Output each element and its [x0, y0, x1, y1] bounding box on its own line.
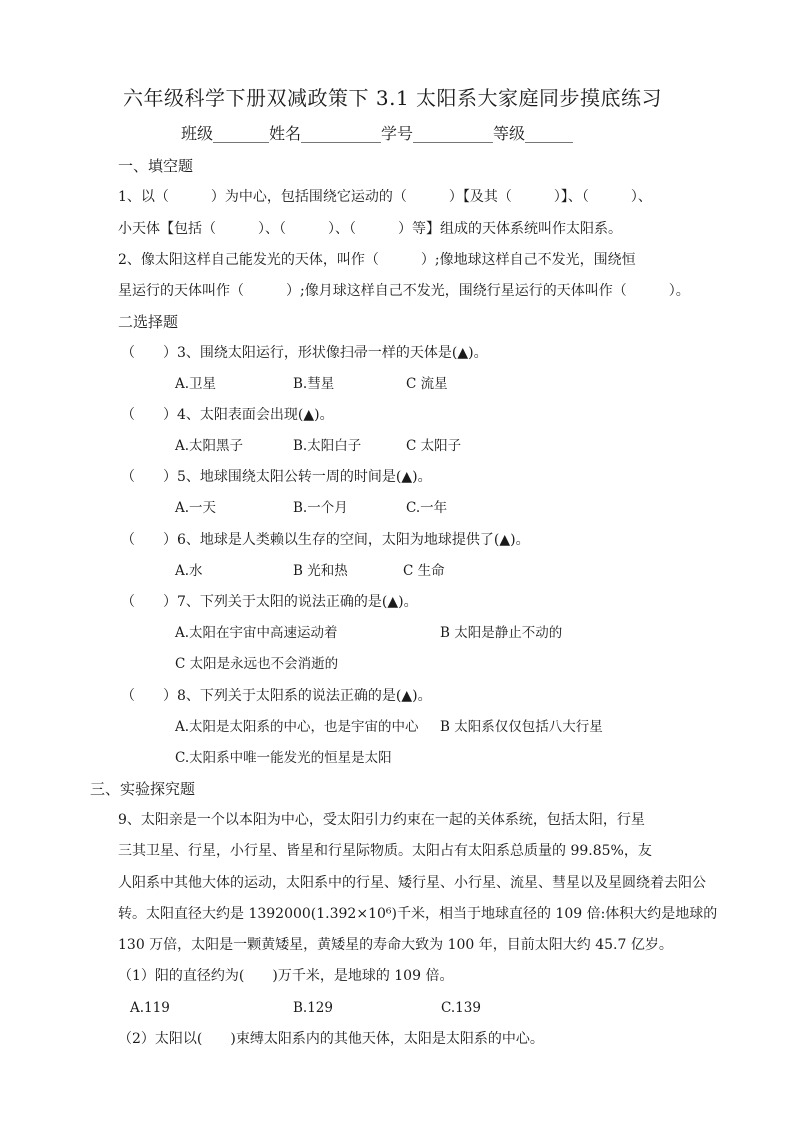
q6-option-c: C 生命 — [403, 563, 445, 579]
q3-option-a: A.卫星 — [175, 376, 217, 392]
section3-heading: 三、实验探究题 — [90, 780, 196, 798]
q7-option-a: A.太阳在宇宙中高速运动着 — [175, 625, 338, 641]
q8-option-b: B 太阳系仅仅包括八大行星 — [440, 719, 603, 735]
passage-line-2: 三其卫星、行星，小行星、皆星和行星际物质。太阳占有太阳系总质量的 99.85%，友 — [118, 843, 652, 859]
q4-option-c: C 太阳子 — [406, 438, 462, 454]
sub1-option-b: B.129 — [293, 1000, 333, 1016]
q6-stem: （ ）6、地球是人类赖以生存的空间，太阳为地球提供了(▲)。 — [121, 532, 530, 548]
sub1-option-a: A.119 — [130, 1000, 170, 1016]
q4-option-a: A.太阳黑子 — [175, 438, 244, 454]
sub-question-2: （2）太阳以( )束缚太阳系内的其他天体，太阳是太阳系的中心。 — [118, 1031, 544, 1047]
q1-line1: 1、以（ ）为中心，包括围绕它运动的（ ）【及其（ ）】、（ ）、 — [118, 189, 652, 205]
q5-option-b: B.一个月 — [293, 500, 348, 516]
q2-line1: 2、像太阳这样自己能发光的天体，叫作（ ）;像地球这样自己不发光，围绕恒 — [118, 252, 636, 268]
q6-option-b: B 光和热 — [293, 563, 348, 579]
q5-stem: （ ）5、地球围绕太阳公转一周的时间是(▲)。 — [121, 469, 432, 485]
q8-option-a: A.太阳是太阳系的中心，也是宇宙的中心 — [175, 719, 419, 735]
q7-stem: （ ）7、下列关于太阳的说法正确的是(▲)。 — [121, 594, 418, 610]
passage-line-5: 130 万倍，太阳是一颗黄矮星，黄矮星的寿命大致为 100 年，目前太阳大约 45.7 亿岁。 — [118, 937, 673, 953]
student-info-line: 班级_______姓名__________学号__________等级______ — [181, 124, 574, 143]
q4-option-b: B.太阳白子 — [293, 438, 362, 454]
q8-option-c: C.太阳系中唯一能发光的恒星是太阳 — [175, 750, 392, 766]
section1-heading: 一、填空题 — [118, 157, 194, 175]
section2-heading: 二选择题 — [118, 313, 179, 331]
q3-option-b: B.彗星 — [293, 376, 335, 392]
q6-option-a: A.水 — [175, 563, 203, 579]
q7-option-b: B 太阳是静止不动的 — [440, 625, 563, 641]
q8-stem: （ ）8、下列关于太阳系的说法正确的是(▲)。 — [121, 688, 432, 704]
q4-stem: （ ）4、太阳表面会出现(▲)。 — [121, 407, 334, 423]
passage-line-1: 9、太阳亲是一个以本阳为中心，受太阳引力约束在一起的关体系统，包括太阳，行星 — [118, 812, 645, 828]
q3-option-c: C 流星 — [406, 376, 448, 392]
q2-line2: 星运行的天体叫作（ ）;像月球这样自己不发光，围绕行星运行的天体叫作（ ）。 — [118, 283, 690, 299]
q5-option-c: C.一年 — [406, 500, 448, 516]
sub1-option-c: C.139 — [441, 1000, 481, 1016]
q5-option-a: A.一天 — [175, 500, 217, 516]
q1-line2: 小天体【包括（ ）、（ ）、（ ）等】组成的天体系统叫作太阳系。 — [118, 221, 622, 237]
q3-stem: （ ）3、围绕太阳运行，形状像扫帚一样的天体是(▲)。 — [121, 345, 488, 361]
passage-line-4: 转。太阳直径大约是 1392000(1.392×10⁶)千米，相当于地球直径的 109 倍:体积大约是地球的 — [118, 906, 718, 922]
page-title: 六年级科学下册双减政策下 3.1 太阳系大家庭同步摸底练习 — [123, 86, 663, 110]
passage-line-3: 人阳系中其他大体的运动，太阳系中的行星、矮行星、小行星、流星、彗星以及星圆绕着去阳公 — [118, 875, 706, 891]
sub-question-1: （1）阳的直径约为( )万千米，是地球的 109 倍。 — [118, 968, 454, 984]
q7-option-c: C 太阳是永远也不会消逝的 — [175, 656, 339, 672]
